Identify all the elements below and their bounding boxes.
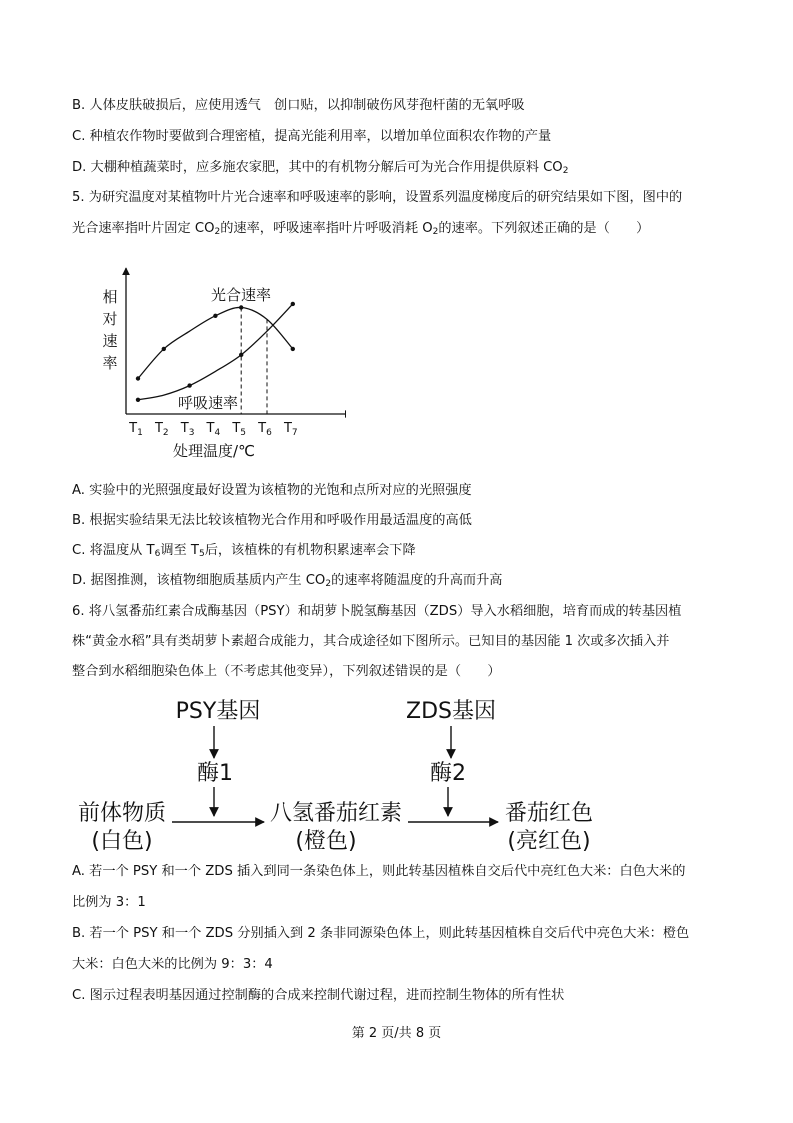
data-point [162, 347, 166, 351]
text: 的速率。下列叙述正确的是（ ） [438, 221, 650, 236]
series-label-photosynthesis: 光合速率 [210, 286, 272, 304]
series-line [138, 307, 293, 378]
x-tick-label: $T_2$ [154, 421, 169, 438]
data-point [136, 376, 140, 380]
option-6b-line1: B. 若一个 PSY 和一个 ZDS 分别插入到 2 条非同源染色体上，则此转基因植株自交后代中亮色大米：橙色 [72, 926, 690, 941]
line-b4: B. 人体皮肤破损后，应使用透气 创口贴，以抑制破伤风芽孢杆菌的无氧呼吸 [72, 98, 525, 113]
option-5d [72, 571, 732, 591]
enzyme1-label: 酶1 [197, 761, 233, 786]
text: 光合速率指叶片固定 CO [72, 221, 215, 236]
data-point [291, 302, 295, 306]
x-tick-label: $T_3$ [180, 421, 195, 438]
x-tick-label: $T_5$ [232, 421, 247, 438]
text: 后，该植株的有机物积累速率会下降 [204, 543, 416, 558]
x-tick-label: $T_1$ [129, 421, 143, 438]
option-5b: B. 根据实验结果无法比较该植物光合作用和呼吸作用最适温度的高低 [72, 513, 472, 528]
y-axis-label-char: 率 [102, 354, 118, 372]
y-axis-label-char: 速 [102, 332, 118, 350]
subscript: 2 [325, 579, 332, 589]
option-5a: A. 实验中的光照强度最好设置为该植物的光饱和点所对应的光照强度 [72, 483, 472, 498]
option-6a-line2: 比例为 3：1 [72, 895, 146, 910]
option-6a-line1: A. 若一个 PSY 和一个 ZDS 插入到同一条染色体上，则此转基因植株自交后代中亮红色大米：白色大米的 [72, 864, 686, 879]
text: D. 大棚种植蔬菜时，应多施农家肥，其中的有机物分解后可为光合作用提供原料 CO [72, 160, 563, 175]
text: 调至 T [160, 543, 199, 558]
subscript: 5 [198, 549, 205, 559]
x-axis-label: 处理温度/℃ [173, 442, 255, 460]
question-6-line1: 6. 将八氢番茄红素合成酶基因（PSY）和胡萝卜脱氢酶基因（ZDS）导入水稻细胞，培育而成的转基因植 [72, 604, 682, 619]
data-point [291, 347, 295, 351]
data-point [136, 398, 140, 402]
subscript: 2 [432, 227, 439, 237]
line-c4: C. 种植农作物时要做到合理密植，提高光能利用率，以增加单位面积农作物的产量 [72, 129, 552, 144]
enzyme2-label: 酶2 [430, 761, 466, 786]
line-d4 [72, 158, 732, 178]
page-footer: 第 2 页/共 8 页 [351, 1026, 442, 1041]
question-5-line1: 5. 为研究温度对某植物叶片光合速率和呼吸速率的影响，设置系列温度梯度后的研究结果如下图，图中的 [72, 190, 683, 205]
series-label-respiration: 呼吸速率 [177, 394, 239, 412]
text: C. 将温度从 T [72, 543, 155, 558]
text: D. 据图推测，该植物细胞质基质内产生 CO [72, 573, 326, 588]
subscript: 2 [214, 227, 221, 237]
data-point [239, 353, 243, 357]
zds-gene-label: ZDS基因 [406, 699, 496, 724]
x-tick-label: $T_7$ [283, 421, 298, 438]
phytoene-color: (橙色) [295, 829, 357, 854]
text: 的速率，呼吸速率指叶片呼吸消耗 O [220, 221, 433, 236]
data-point [213, 314, 217, 318]
question-5-line2 [72, 219, 732, 239]
lycopene-color: (亮红色) [507, 829, 591, 854]
phytoene-label: 八氢番茄红素 [269, 801, 403, 826]
data-point [239, 305, 243, 309]
x-tick-label: $T_6$ [258, 421, 272, 438]
data-point [187, 383, 191, 387]
psy-gene-label: PSY基因 [175, 699, 261, 724]
option-5c [72, 541, 732, 561]
text: 的速率将随温度的升高而升高 [331, 573, 503, 588]
lycopene-label: 番茄红色 [504, 801, 594, 826]
precursor-color: (白色) [91, 829, 153, 854]
option-6b-line2: 大米：白色大米的比例为 9：3：4 [72, 957, 273, 972]
rate-chart [96, 262, 346, 472]
question-6-line3: 整合到水稻细胞染色体上（不考虑其他变异），下列叙述错误的是（ ） [72, 664, 501, 679]
y-axis-label-char: 对 [102, 310, 118, 328]
option-6c: C. 图示过程表明基因通过控制酶的合成来控制代谢过程，进而控制生物体的所有性状 [72, 988, 565, 1003]
question-6-line2: 株“黄金水稻”具有类胡萝卜素超合成能力，其合成途径如下图所示。已知目的基因能 1 次或多次插入并 [72, 634, 670, 649]
subscript: 6 [154, 549, 161, 559]
pathway-diagram [68, 690, 608, 860]
precursor-label: 前体物质 [77, 801, 167, 826]
x-tick-label: $T_4$ [206, 421, 221, 438]
subscript: 2 [562, 166, 569, 176]
y-axis-label-char: 相 [102, 288, 118, 306]
